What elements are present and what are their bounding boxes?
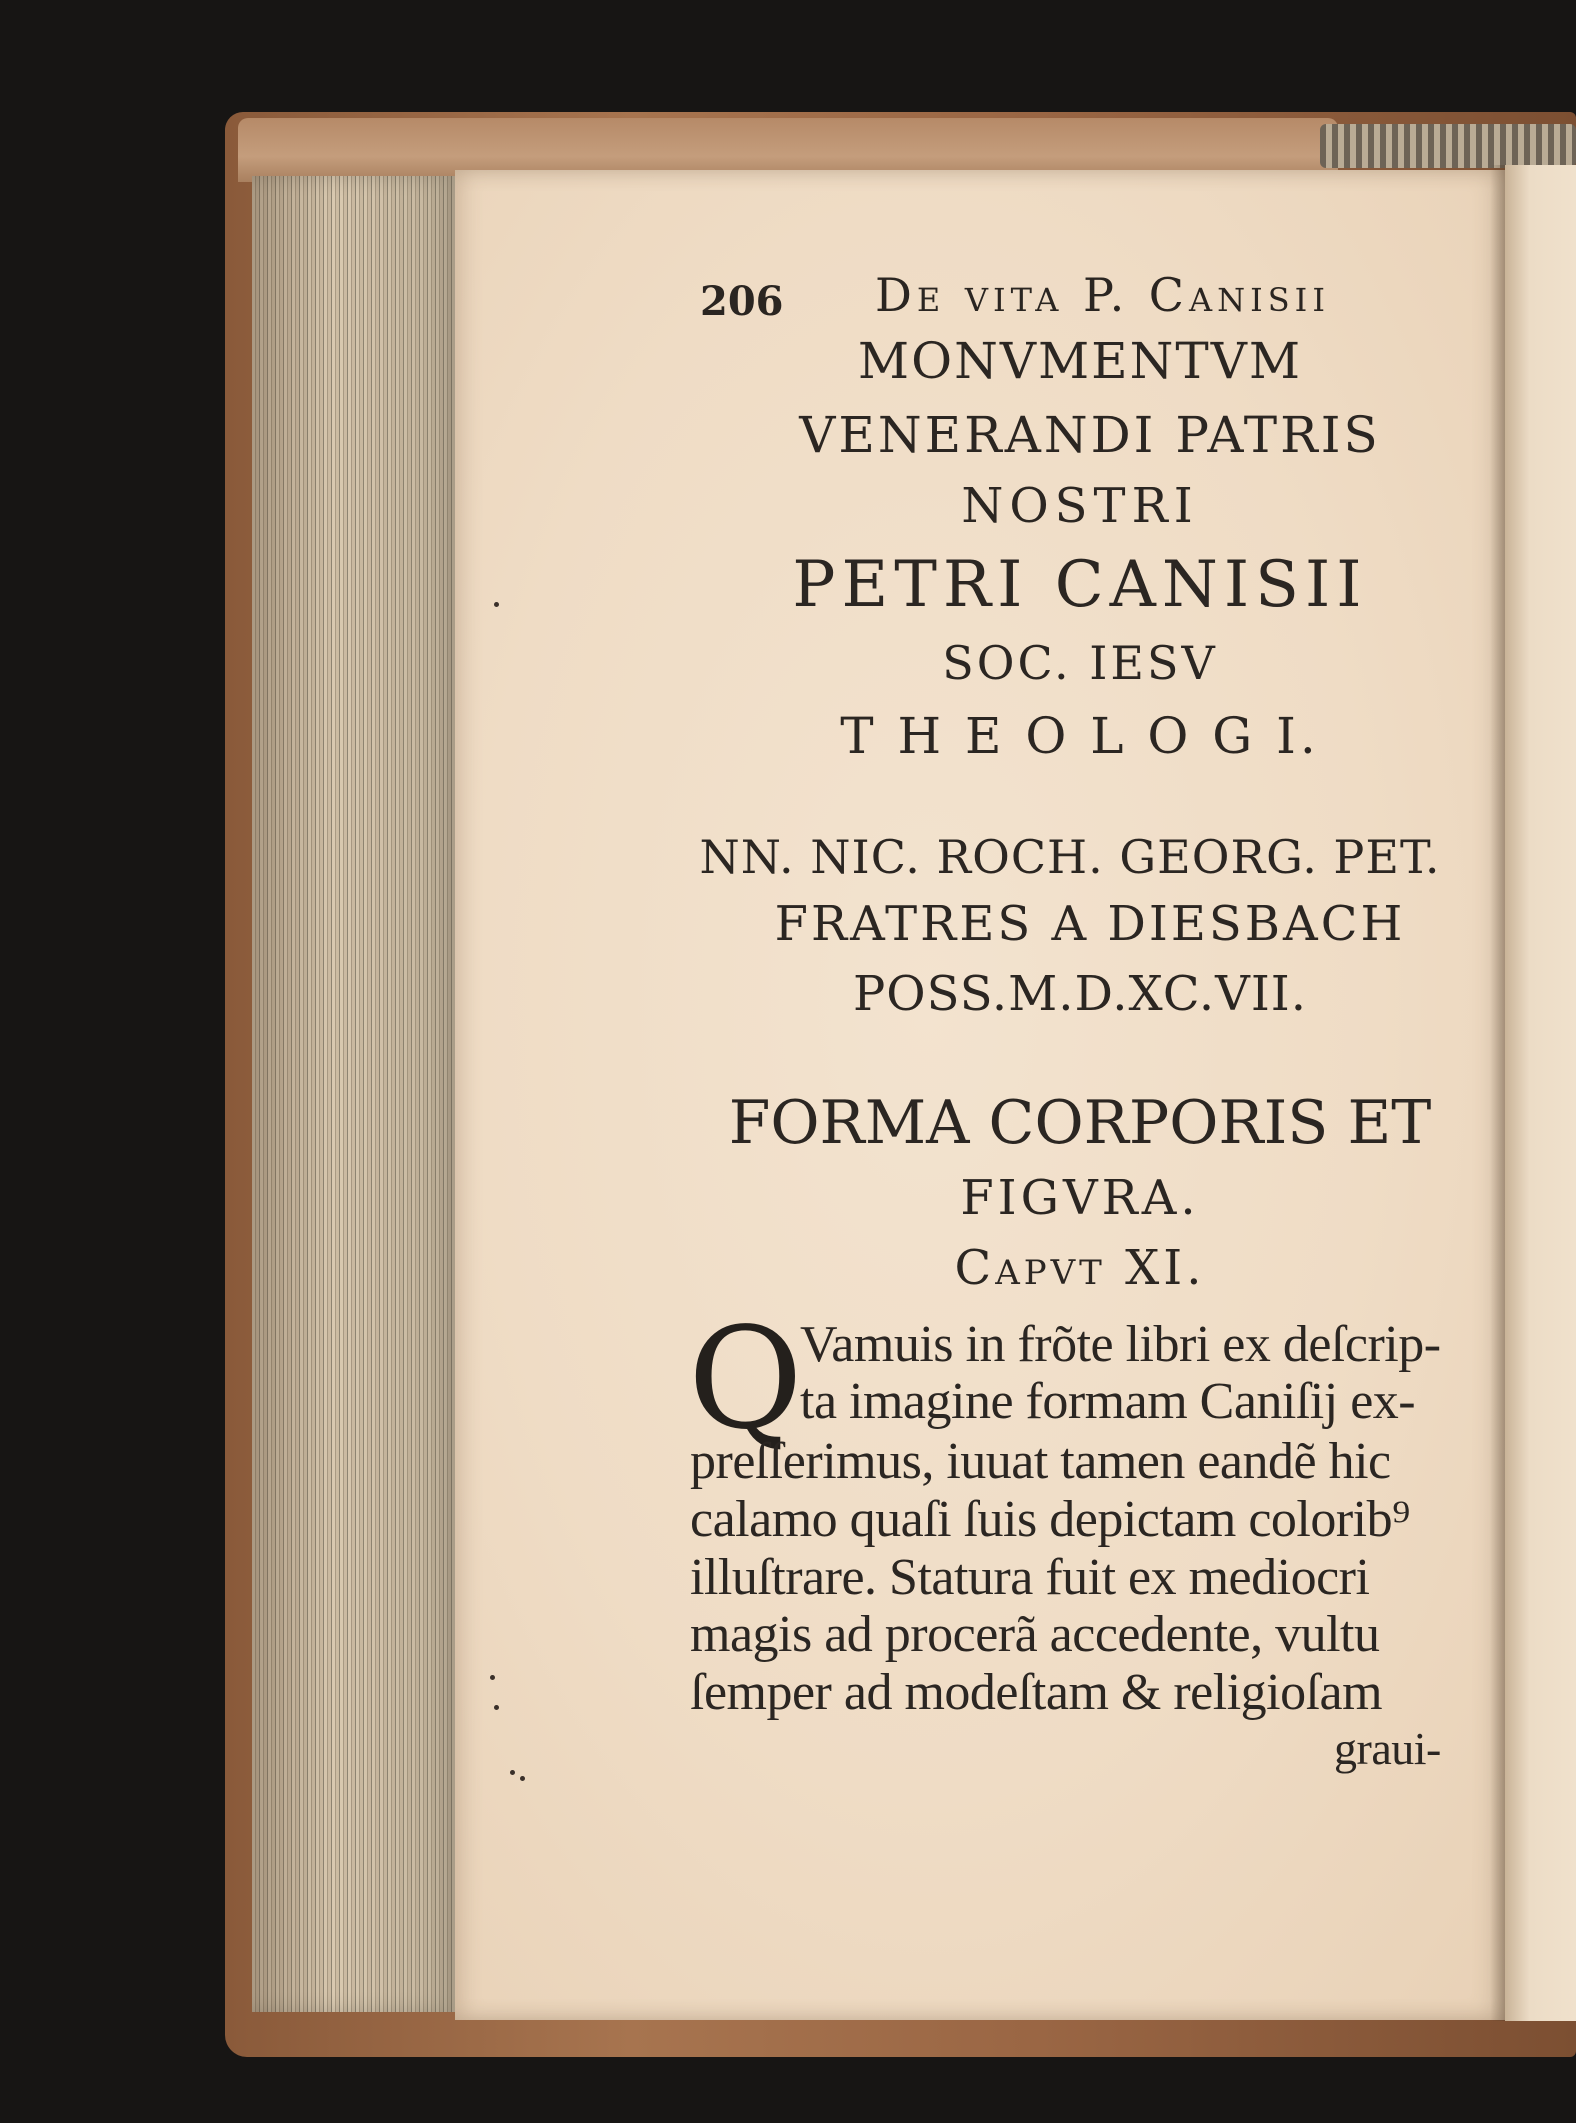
- body-line-4: calamo quaſi ſuis depictam colorib⁹: [690, 1491, 1410, 1548]
- monument-line-6: T H E O L O G I.: [840, 707, 1320, 765]
- chapter-number: Capvt XI.: [954, 1240, 1206, 1296]
- next-page-edge: [1505, 165, 1576, 2021]
- catchword: graui-: [1334, 1723, 1441, 1774]
- dedication-line-1: NN. NIC. ROCH. GEORG. PET.: [699, 830, 1441, 884]
- monument-line-3: NOSTRI: [961, 478, 1199, 534]
- body-line-3: preſſerimus, iuuat tamen eandẽ hic: [690, 1433, 1391, 1490]
- dedication-line-2: FRATRES A DIESBACH: [774, 896, 1406, 952]
- drop-cap: Q: [688, 1298, 803, 1461]
- running-head-title: De vita P. Canisii: [875, 268, 1330, 322]
- chapter-heading-1: FORMA CORPORIS ET: [728, 1088, 1432, 1158]
- monument-line-2: VENERANDI PATRIS: [799, 406, 1381, 464]
- monument-line-5: SOC. IESV: [942, 636, 1218, 690]
- dedication-line-3: POSS.M.D.XC.VII.: [853, 966, 1307, 1022]
- body-line-5: illuſtrare. Statura fuit ex mediocri: [690, 1549, 1370, 1606]
- body-line-7: ſemper ad modeſtam & religioſam: [690, 1664, 1383, 1721]
- monument-line-4: PETRI CANISII: [792, 548, 1368, 622]
- body-line-1: Vamuis in frõte libri ex deſcrip-: [800, 1316, 1441, 1373]
- body-line-2: ta imagine formam Caniſij ex-: [800, 1373, 1416, 1430]
- page-edges-shade: [252, 176, 458, 2012]
- body-line-6: magis ad procerã accedente, vultu: [690, 1606, 1380, 1663]
- chapter-heading-2: FIGVRA.: [960, 1170, 1200, 1226]
- page-number: 206: [700, 278, 784, 325]
- monument-line-1: MONVMENTVM: [857, 332, 1303, 390]
- headband: [1320, 124, 1576, 168]
